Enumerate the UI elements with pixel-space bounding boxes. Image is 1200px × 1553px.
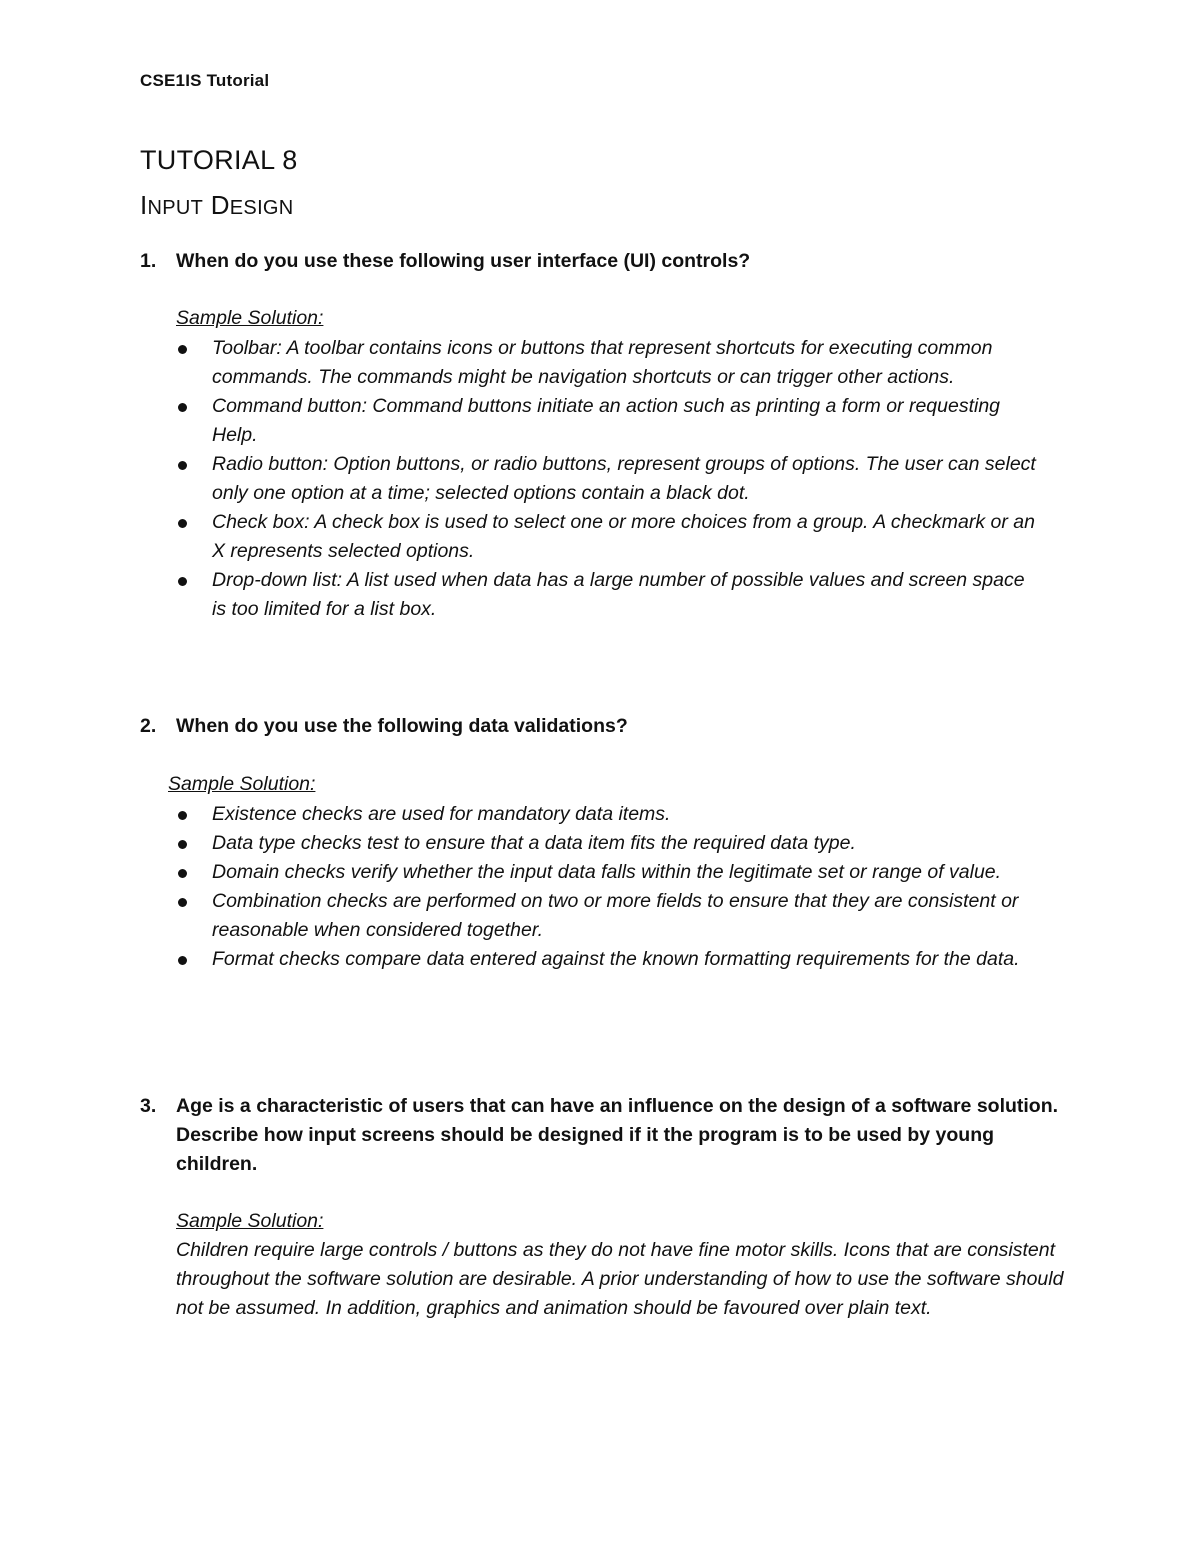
- subtitle-rest-nput: NPUT: [147, 197, 204, 219]
- list-item-text: Command button: Command buttons initiate an action such as printing a form or requesting Help.: [212, 395, 1001, 446]
- page-subtitle: [140, 188, 294, 225]
- list-item: [176, 800, 1036, 829]
- list-item-text: Toolbar: A toolbar contains icons or buttons that represent shortcuts for executing common commands. The commands might be navigation shortcuts or can trigger other actions.: [212, 337, 993, 388]
- sample-solution-label: Sample Solution:: [176, 307, 324, 329]
- question-text: Age is a characteristic of users that can have an influence on the design of a software solution. Describe how input screens should be designed if it the program is to be used by young children.: [176, 1095, 1059, 1175]
- subtitle-initial-i: I: [140, 190, 148, 220]
- list-item-text: Radio button: Option buttons, or radio buttons, represent groups of options. The user can select only one option at a time; selected options contain a black dot.: [212, 453, 1036, 504]
- list-item-text: Drop-down list: A list used when data has a large number of possible values and screen space is too limited for a list box.: [212, 569, 1025, 620]
- list-item-text: Domain checks verify whether the input data falls within the legitimate set or range of value.: [212, 861, 1002, 883]
- subtitle-initial-d: D: [210, 190, 230, 220]
- list-item-text: Existence checks are used for mandatory data items.: [212, 803, 671, 825]
- question-2: [140, 712, 1060, 741]
- list-item: [176, 566, 1036, 624]
- bullet-icon: [178, 869, 187, 878]
- bullet-icon: [178, 577, 187, 586]
- bullet-icon: [178, 898, 187, 907]
- subtitle-rest-esign: ESIGN: [229, 197, 294, 219]
- question-text: When do you use the following data validations?: [176, 715, 628, 737]
- list-item: [176, 945, 1036, 974]
- sample-solution-label: Sample Solution:: [176, 1210, 324, 1232]
- bullet-icon: [178, 461, 187, 470]
- list-item: [176, 508, 1036, 566]
- bullet-icon: [178, 403, 187, 412]
- bullet-icon: [178, 811, 187, 820]
- sample-solution-label: Sample Solution:: [168, 773, 316, 795]
- list-item: [176, 829, 1036, 858]
- question-number: 1.: [140, 250, 157, 272]
- bullet-icon: [178, 345, 187, 354]
- question-1: [140, 247, 1060, 276]
- list-item-text: Format checks compare data entered against the known formatting requirements for the data.: [212, 948, 1020, 970]
- question-number: 3.: [140, 1095, 157, 1117]
- question-3: [140, 1092, 1060, 1179]
- question-number: 2.: [140, 715, 157, 737]
- q2-solution-list: [176, 800, 1036, 974]
- q1-solution-list: [176, 334, 1036, 624]
- list-item: [176, 887, 1036, 945]
- bullet-icon: [178, 956, 187, 965]
- q3-answer-text: Children require large controls / buttons as they do not have fine motor skills. Icons that are consistent throughout the software solution are desirable. A prior understanding of how to use the software should not be assumed. In addition, graphics and animation should be favoured over plain text.: [176, 1239, 1064, 1319]
- list-item-text: Check box: A check box is used to select one or more choices from a group. A checkmark or an X represents selected options.: [212, 511, 1035, 562]
- page-title: TUTORIAL 8: [140, 145, 298, 175]
- bullet-icon: [178, 840, 187, 849]
- question-text: When do you use these following user interface (UI) controls?: [176, 250, 751, 272]
- list-item: [176, 392, 1036, 450]
- bullet-icon: [178, 519, 187, 528]
- page-header: CSE1IS Tutorial: [140, 71, 270, 90]
- list-item-text: Combination checks are performed on two or more fields to ensure that they are consistent or reasonable when considered together.: [212, 890, 1019, 941]
- list-item-text: Data type checks test to ensure that a data item fits the required data type.: [212, 832, 856, 854]
- list-item: [176, 858, 1036, 887]
- list-item: [176, 334, 1036, 392]
- list-item: [176, 450, 1036, 508]
